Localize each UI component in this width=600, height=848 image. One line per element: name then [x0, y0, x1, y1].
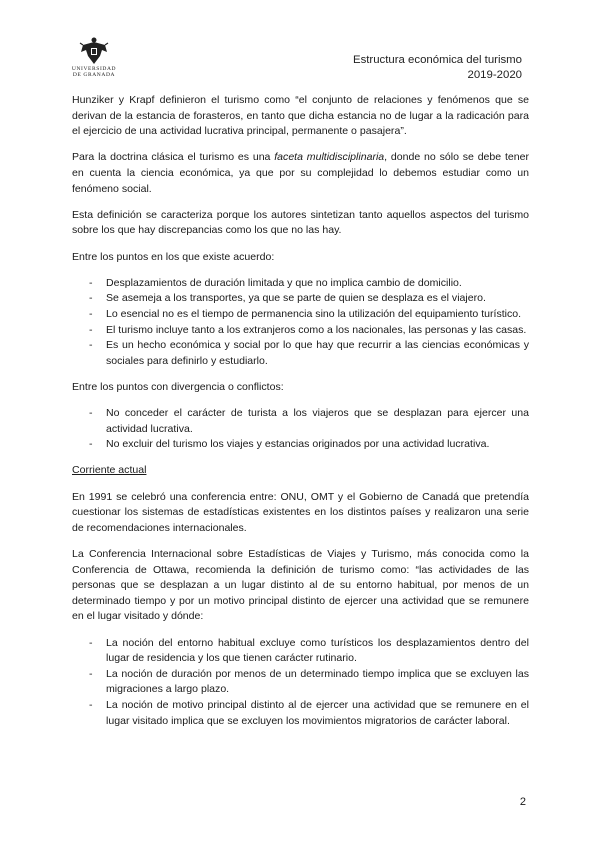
list-item-text: Se asemeja a los transportes, ya que se parte de quien se desplaza es el viajero.: [106, 292, 486, 305]
section-heading: [72, 463, 529, 479]
list-item: [72, 307, 529, 323]
paragraph-classic-doctrine: [72, 150, 529, 197]
list-item: [72, 323, 529, 339]
university-logo: [70, 36, 118, 78]
paragraph-characteristics: Esta definición se caracteriza porque los autores sintetizan tanto aquellos aspectos del turismo sobre los que hay discrepancias como los que no las hay.: [72, 208, 529, 237]
list-item: [72, 338, 529, 369]
page-body: [72, 93, 529, 740]
list-item-text: Lo esencial no es el tiempo de permanencia sino la utilización del equipamiento turístico.: [106, 307, 522, 320]
page-header: [353, 53, 522, 82]
list-item: [72, 406, 529, 437]
dash-bullet: -: [89, 667, 93, 680]
logo-text-line1: UNIVERSIDAD: [71, 66, 117, 72]
paragraph-definition: Hunziker y Krapf definieron el turismo como “el conjunto de relaciones y fenómenos que se derivan de la estancia de forasteros, en tanto que dicha estancia no de lugar a la radicación para el ejercicio de una actividad lucrativa principal, permanente o pasajera”.: [72, 94, 529, 138]
emphasis-text: faceta multidisciplinaria: [274, 151, 385, 164]
list-item: [72, 291, 529, 307]
academic-year: 2019-2020: [467, 68, 522, 81]
list-item: [72, 698, 529, 729]
paragraph-ottawa-definition: La Conferencia Internacional sobre Estadísticas de Viajes y Turismo, más conocida como la Conferencia de Ottawa, recomienda la definición de turismo como: “las actividades de las personas que se desplazan a un lugar distinto al de su entorno habitual, por menos de un determinado tiempo y por un motivo principal distinto de ejercer una actividad que se remunere en el lugar visitado y dónde:: [72, 548, 529, 623]
paragraph-divergence-intro: Entre los puntos con divergencia o conflictos:: [72, 380, 284, 393]
dash-bullet: -: [89, 292, 93, 305]
page-number: 2: [519, 796, 526, 808]
list-item: [72, 667, 529, 698]
logo-text-line2: DE GRANADA: [72, 72, 116, 78]
dash-bullet: -: [89, 339, 93, 352]
dash-bullet: -: [89, 276, 93, 289]
paragraph-conference-1991: En 1991 se celebró una conferencia entre: ONU, OMT y el Gobierno de Canadá que pretendía cuestionar los sistemas de estadísticas existentes en los distintos países y realizaron una serie de recomendaciones internacionales.: [72, 490, 529, 534]
dash-bullet: -: [89, 698, 93, 711]
list-item: [72, 636, 529, 667]
course-title: Estructura económica del turismo: [352, 54, 522, 66]
list-item-text: No conceder el carácter de turista a los viajeros que se desplazan para ejercer una actividad lucrativa.: [106, 407, 529, 435]
list-item: [72, 276, 529, 292]
text-span: , donde no sólo se debe tener en cuenta la ciencia económica, ya que por su complejidad lo debemos estudiar como un fenómeno social.: [72, 151, 530, 195]
agreement-list: [72, 276, 529, 370]
ottawa-notions-list: [72, 636, 529, 730]
divergence-list: [72, 406, 529, 453]
dash-bullet: -: [89, 407, 93, 420]
dash-bullet: -: [89, 438, 93, 451]
eagle-crest-icon: [79, 36, 109, 66]
list-item-text: Desplazamientos de duración limitada y que no implica cambio de domicilio.: [106, 276, 462, 289]
dash-bullet: -: [89, 323, 93, 336]
list-item: [72, 437, 529, 453]
dash-bullet: -: [89, 307, 93, 320]
list-item-text: La noción de duración por menos de un determinado tiempo implica que se excluyen las migraciones a largo plazo.: [106, 667, 529, 696]
list-item-text: No excluir del turismo los viajes y estancias originados por una actividad lucrativa.: [106, 438, 490, 451]
paragraph-agreement-intro: Entre los puntos en los que existe acuerdo:: [72, 250, 275, 263]
dash-bullet: -: [89, 636, 93, 649]
list-item-text: El turismo incluye tanto a los extranjeros como a los nacionales, las personas y las casas.: [106, 323, 527, 336]
text-span: Para la doctrina clásica el turismo es una: [72, 151, 275, 164]
list-item-text: La noción de motivo principal distinto al de ejercer una actividad que se remunere en el lugar visitado implica que se excluyen los movimientos migratorios de carácter laboral.: [106, 698, 529, 727]
section-heading-text: Corriente actual: [72, 464, 147, 477]
list-item-text: La noción del entorno habitual excluye como turísticos los desplazamientos dentro del lugar de residencia y los que tienen carácter rutinario.: [106, 636, 529, 665]
list-item-text: Es un hecho económica y social por lo que hay que recurrir a las ciencias económicas y sociales para definirlo y estudiarlo.: [106, 339, 529, 367]
